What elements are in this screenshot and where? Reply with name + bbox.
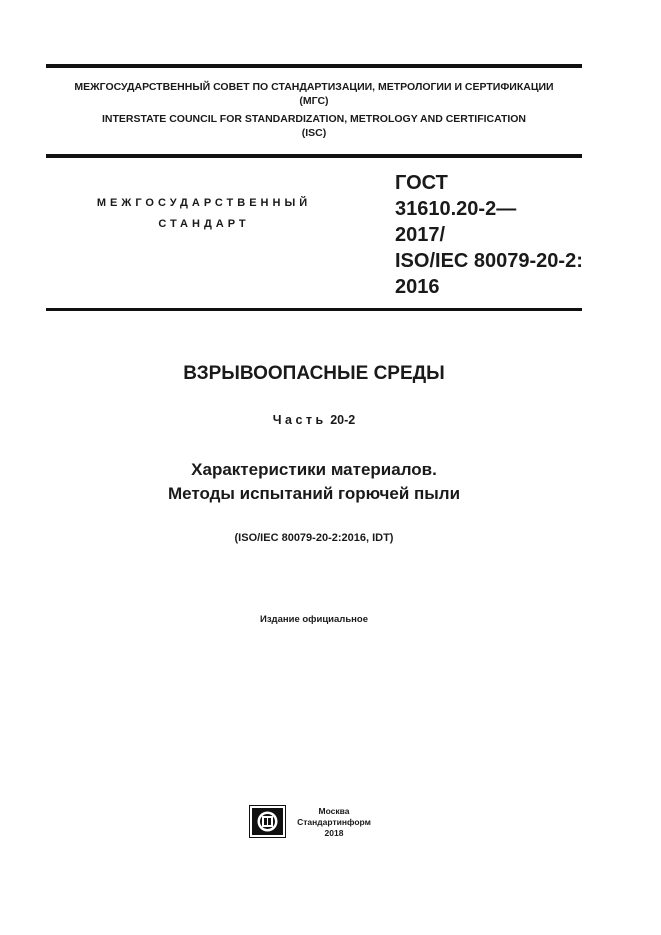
document-title: ВЗРЫВООПАСНЫЕ СРЕДЫ	[183, 363, 445, 384]
designation-line1: ГОСТ	[395, 172, 448, 194]
middle-rule	[46, 154, 582, 158]
council-name-ru	[46, 80, 582, 108]
top-rule	[46, 64, 582, 68]
standard-designation	[395, 170, 595, 300]
subtitle-line2: Методы испытаний горючей пыли	[167, 484, 461, 503]
designation-line4: ISO/IEC 80079-20-2:	[395, 250, 583, 272]
imprint-publisher: Стандартинформ	[297, 817, 371, 827]
part-number: 20-2	[330, 413, 356, 427]
standard-kind	[46, 193, 362, 235]
council-name-en	[46, 112, 582, 140]
edition-note: Издание официальное	[260, 614, 368, 625]
lower-rule	[46, 308, 582, 311]
council-abbr-ru: (МГС)	[299, 95, 329, 107]
council-abbr-en: (ISC)	[301, 127, 327, 139]
standard-kind-line2: СТАНДАРТ	[158, 218, 250, 230]
international-reference: (ISO/IEC 80079-20-2:2016, IDT)	[234, 532, 394, 544]
part-word: Часть	[272, 413, 327, 427]
council-name-ru-text: МЕЖГОСУДАРСТВЕННЫЙ СОВЕТ ПО СТАНДАРТИЗАЦИИ, МЕТРОЛОГИИ И СЕРТИФИКАЦИИ	[74, 81, 554, 93]
designation-line2: 31610.20-2—	[395, 198, 517, 220]
standartinform-logo-icon	[249, 805, 286, 838]
council-name-en-text: INTERSTATE COUNCIL FOR STANDARDIZATION, METROLOGY AND CERTIFICATION	[101, 113, 527, 125]
imprint-year: 2018	[324, 828, 344, 838]
standard-kind-line1: МЕЖГОСУДАРСТВЕННЫЙ	[96, 197, 312, 209]
document-subtitle	[46, 458, 582, 506]
imprint	[293, 806, 375, 839]
designation-line5: 2016	[395, 276, 440, 298]
imprint-city: Москва	[318, 806, 350, 816]
designation-line3: 2017/	[395, 224, 446, 246]
subtitle-line1: Характеристики материалов.	[191, 460, 437, 479]
part-heading	[46, 413, 582, 427]
